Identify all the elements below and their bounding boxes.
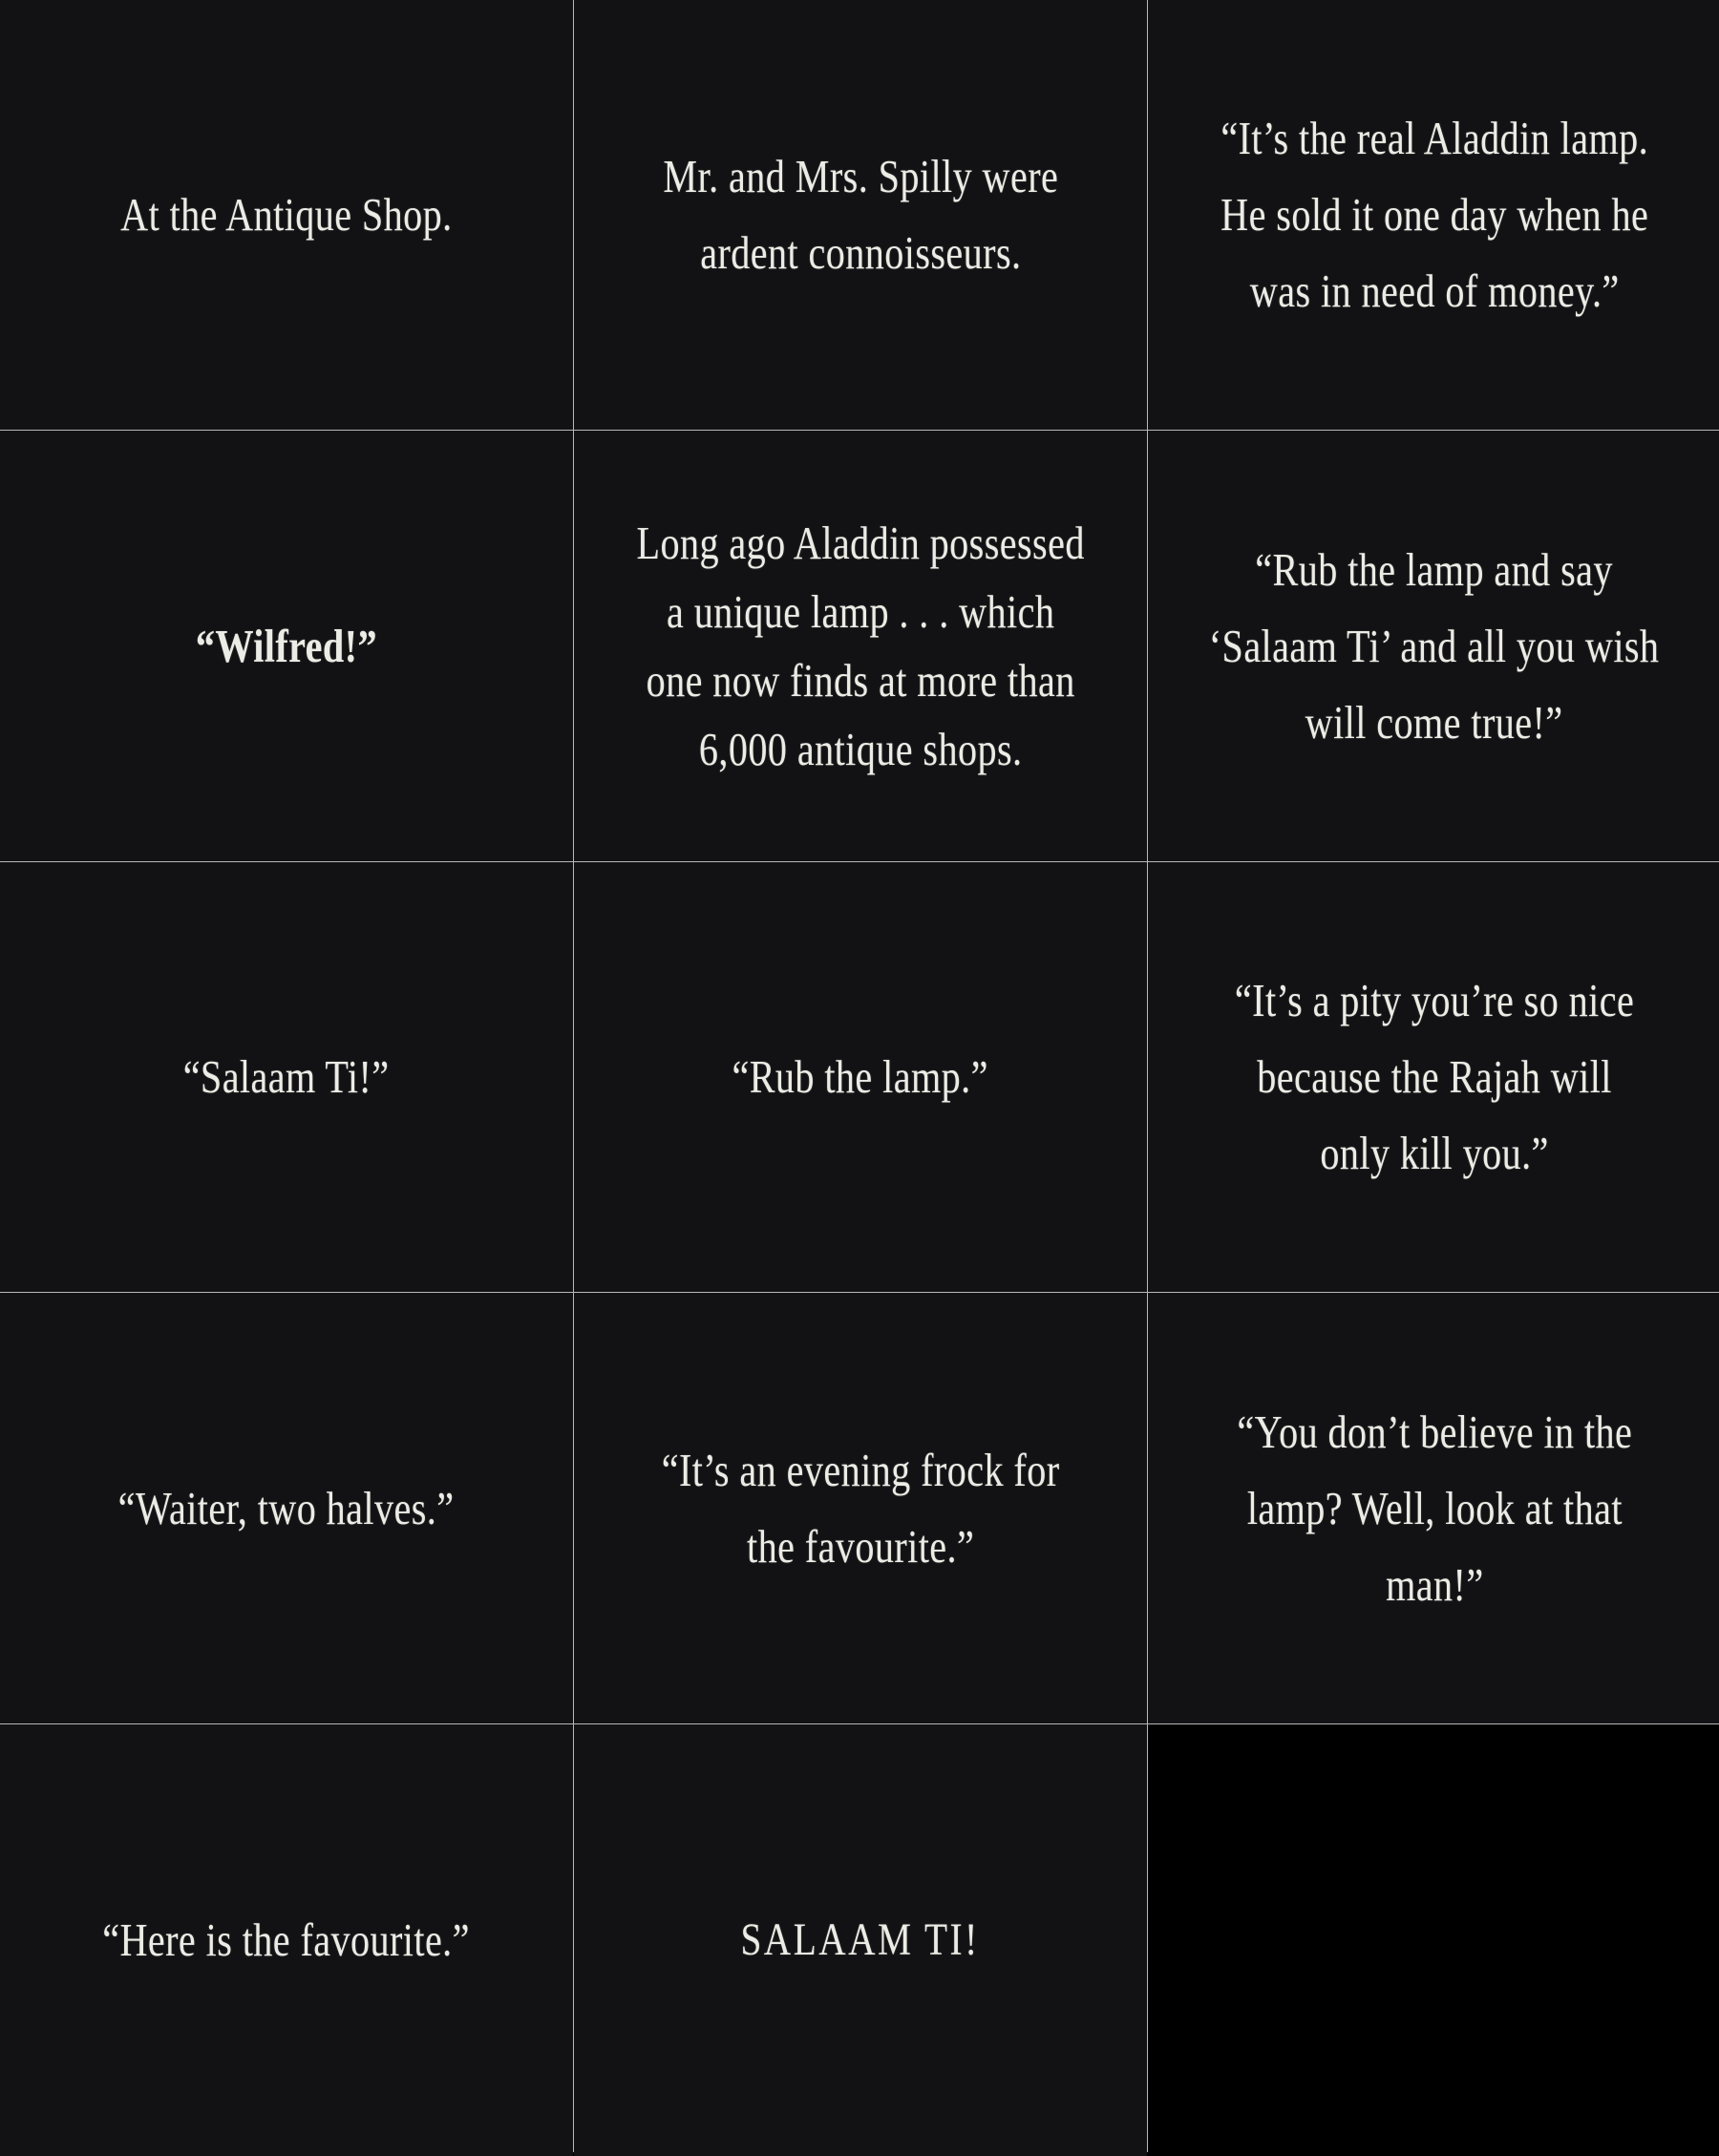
intertitle-line: He sold it one day when he <box>1220 188 1649 241</box>
intertitle-line: Mr. and Mrs. Spilly were <box>663 150 1058 202</box>
intertitle-line: lamp? Well, look at that <box>1246 1481 1623 1534</box>
intertitle-line: “Here is the favourite.” <box>102 1913 471 1966</box>
intertitle-line: ‘Salaam Ti’ and all you wish <box>1209 619 1660 672</box>
title-card <box>0 1293 573 1723</box>
title-card <box>574 431 1147 861</box>
intertitle-text <box>120 177 453 253</box>
intertitle-text <box>636 509 1084 784</box>
intertitle-text <box>732 1039 988 1115</box>
intertitle-text <box>118 1470 455 1547</box>
intertitle-line: “It’s the real Aladdin lamp. <box>1220 112 1648 164</box>
intertitle-line: ardent connoisseurs. <box>699 226 1022 279</box>
intertitle-text <box>1209 532 1660 761</box>
intertitle-line: “Salaam Ti!” <box>183 1050 390 1103</box>
intertitle-line: 6,000 antique shops. <box>698 722 1023 775</box>
intertitle-line: “Waiter, two halves.” <box>118 1481 455 1534</box>
intertitle-text <box>741 1902 980 1978</box>
intertitle-line: only kill you.” <box>1320 1127 1549 1179</box>
intertitle-line: Long ago Aladdin possessed <box>636 516 1085 569</box>
title-card <box>574 1293 1147 1723</box>
intertitle-line: At the Antique Shop. <box>120 188 453 241</box>
title-card <box>574 1724 1147 2156</box>
title-card <box>1148 1293 1719 1723</box>
intertitle-line: “It’s an evening frock for <box>661 1443 1060 1496</box>
intertitle-text <box>103 1902 471 1978</box>
intertitle-text <box>196 608 377 685</box>
intertitle-line: “Wilfred!” <box>195 619 378 672</box>
title-card <box>1148 0 1719 430</box>
title-card <box>1148 431 1719 861</box>
title-card <box>1148 862 1719 1292</box>
intertitle-line: SALAAM TI! <box>740 1914 981 1965</box>
title-card <box>574 862 1147 1292</box>
title-card <box>0 1724 573 2156</box>
intertitle-text <box>183 1039 390 1115</box>
intertitle-text <box>1220 100 1648 329</box>
title-card <box>0 431 573 861</box>
intertitle-line: was in need of money.” <box>1249 264 1620 317</box>
intertitle-line: because the Rajah will <box>1257 1050 1612 1103</box>
empty-title-card <box>1148 1724 1719 2156</box>
intertitle-line: a unique lamp . . . which <box>666 584 1055 638</box>
intertitle-text <box>1237 1394 1632 1623</box>
title-card <box>0 862 573 1292</box>
intertitle-line: one now finds at more than <box>646 653 1075 707</box>
intertitle-line: will come true!” <box>1305 695 1563 749</box>
title-card <box>0 0 573 430</box>
intertitle-line: man!” <box>1385 1557 1484 1611</box>
intertitle-line: “Rub the lamp.” <box>732 1050 989 1103</box>
intertitle-line: the favourite.” <box>746 1519 975 1573</box>
intertitle-line: “It’s a pity you’re so nice <box>1234 974 1635 1026</box>
intertitle-line: “Rub the lamp and say <box>1255 542 1614 596</box>
intertitle-text <box>1235 962 1634 1192</box>
intertitle-line: “You don’t believe in the <box>1237 1405 1632 1458</box>
intertitle-text <box>663 138 1058 291</box>
intertitle-text <box>662 1432 1060 1585</box>
title-card <box>574 0 1147 430</box>
